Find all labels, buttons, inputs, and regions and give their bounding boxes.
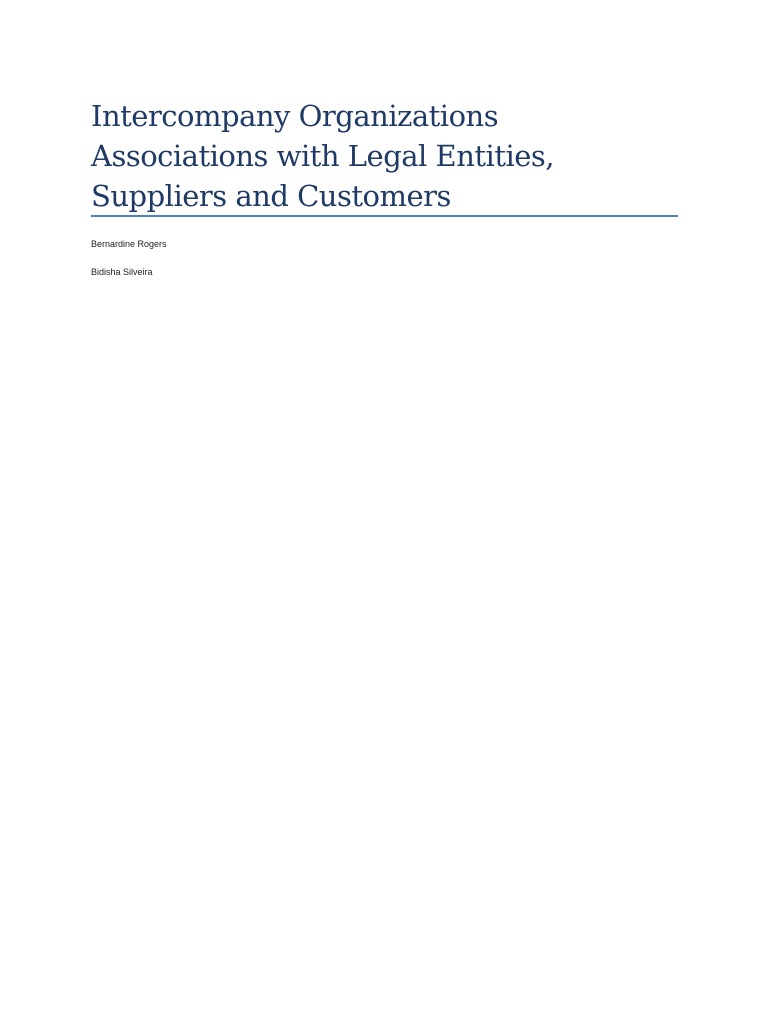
title-line-1: Intercompany Organizations <box>91 99 499 133</box>
title-underline <box>91 215 678 217</box>
title-line-2: Associations with Legal Entities, <box>91 139 555 173</box>
author-name: Bernardine Rogers <box>91 239 167 249</box>
document-title <box>91 96 681 216</box>
author-name: Bidisha Silveira <box>91 267 153 277</box>
title-line-3: Suppliers and Customers <box>91 179 451 213</box>
